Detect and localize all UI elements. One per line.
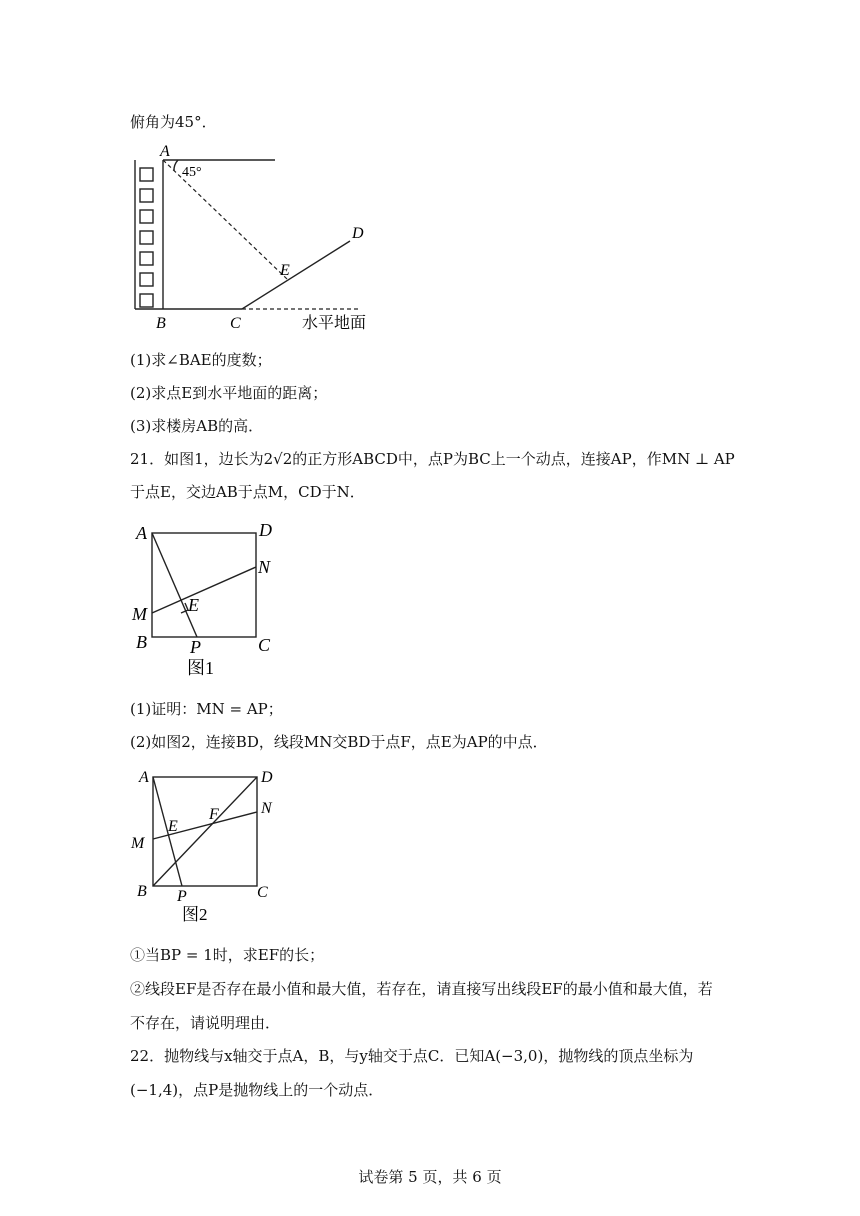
fig2-caption: 图2 <box>182 905 208 924</box>
label-C: C <box>230 315 241 332</box>
q20-part2: (2)求点E到水平地面的距离； <box>130 384 328 402</box>
fig1-caption: 图1 <box>187 658 214 678</box>
label-ground: 水平地面 <box>302 315 367 332</box>
fig2-D: D <box>261 769 273 786</box>
fig1-M: M <box>132 604 147 624</box>
label-A: A <box>160 143 170 160</box>
fig2-E: E <box>168 818 178 835</box>
label-E: E <box>280 262 290 279</box>
q21-subq1: ①当BP = 1时，求EF的长； <box>130 946 325 964</box>
q22-line1: 22．抛物线与x轴交于点A，B，与y轴交于点C．已知A(−3,0)，抛物线的顶点坐标为 <box>130 1047 694 1065</box>
q21-part2: (2)如图2，连接BD，线段MN交BD于点F，点E为AP的中点． <box>130 733 548 751</box>
q21-subq2-line2: 不存在，请说明理由． <box>130 1014 281 1032</box>
fig1-C: C <box>258 635 271 655</box>
label-D: D <box>352 225 364 242</box>
q21-subq2-line1: ②线段EF是否存在最小值和最大值，若存在，请直接写出线段EF的最小值和最大值，若 <box>130 980 713 998</box>
q21-line1: 21．如图1，边长为2√2的正方形ABCD中，点P为BC上一个动点，连接AP，作MN ⊥ AP <box>130 450 735 468</box>
q20-part1: (1)求∠BAE的度数； <box>130 351 272 369</box>
q22-line2: (−1,4)，点P是抛物线上的一个动点． <box>130 1081 384 1099</box>
fig1-N: N <box>258 557 271 577</box>
q21-line2: 于点E，交边AB于点M，CD于N． <box>130 483 365 501</box>
fig1-B: B <box>136 632 147 652</box>
q21-part1: (1)证明：MN = AP； <box>130 700 283 718</box>
fig1-D: D <box>259 520 272 540</box>
figure-1 <box>125 515 285 685</box>
fig2-N: N <box>261 800 272 817</box>
fig2-M: M <box>131 835 145 852</box>
fig1-P: P <box>190 637 201 657</box>
figure-2 <box>125 765 285 930</box>
fig2-P: P <box>177 888 187 905</box>
fig2-C: C <box>257 884 268 901</box>
fig1-E: E <box>188 595 199 615</box>
label-B: B <box>156 315 166 332</box>
q20-part3: (3)求楼房AB的高． <box>130 417 264 435</box>
intro-line: 俯角为45°． <box>130 113 217 131</box>
fig2-F: F <box>209 806 219 823</box>
fig2-A: A <box>139 769 149 786</box>
figure-q20 <box>120 138 390 338</box>
label-angle: 45° <box>182 165 202 180</box>
fig1-A: A <box>136 523 147 543</box>
page-footer: 试卷第 5 页，共 6 页 <box>358 1168 502 1186</box>
fig2-B: B <box>137 883 147 900</box>
